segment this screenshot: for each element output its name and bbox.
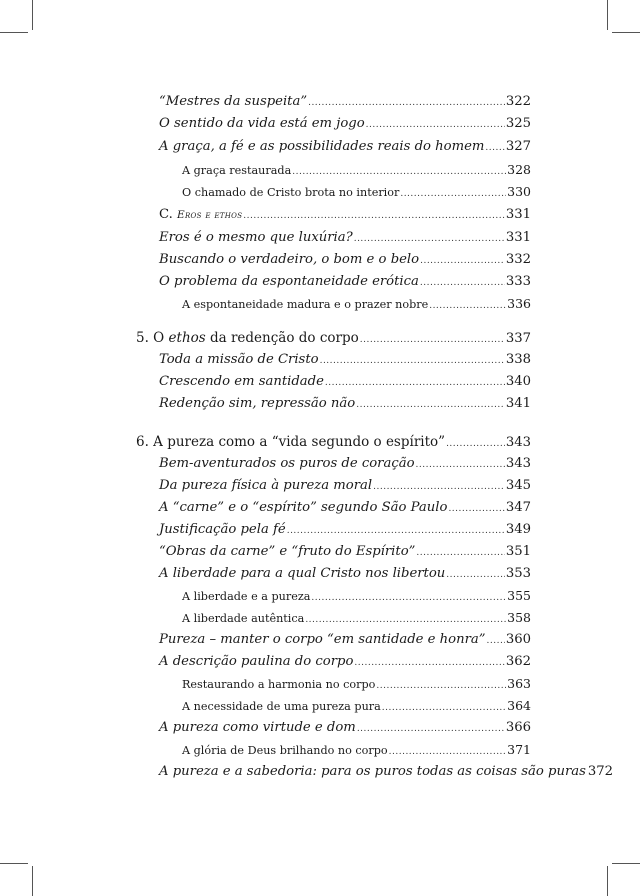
- toc-entry-title: Da pureza física à pureza moral: [159, 478, 373, 493]
- toc-entry-page: 358: [507, 610, 531, 625]
- dot-leader: [416, 548, 504, 558]
- toc-entry-title: O problema da espontaneidade erótica: [159, 274, 419, 289]
- toc-entry-page: 360: [505, 632, 531, 647]
- toc-entry-title: Eros é o mesmo que luxúria?: [159, 230, 353, 245]
- toc-entry-page: 325: [505, 116, 531, 131]
- toc-entry-page: 372: [587, 764, 614, 779]
- toc-entry: [159, 396, 531, 416]
- toc-entry-page: 327: [505, 139, 531, 154]
- toc-entry-title: C. Eros e ethos: [159, 207, 243, 222]
- toc-entry: [159, 522, 531, 542]
- dot-leader: [311, 593, 506, 603]
- toc-entry: [159, 374, 531, 394]
- toc-entry: [159, 456, 531, 476]
- toc-entry: [159, 544, 531, 564]
- dot-leader: [243, 211, 505, 221]
- toc-entry-title: Redenção sim, repressão não: [159, 396, 356, 411]
- toc-entry-page: 331: [505, 207, 531, 222]
- toc-entry-title: A glória de Deus brilhando no corpo: [182, 744, 388, 757]
- toc-entry-title: A liberdade e a pureza: [182, 590, 311, 603]
- dot-leader: [360, 335, 505, 345]
- toc-entry-page: 341: [505, 396, 531, 411]
- toc-entry-page: 349: [505, 522, 531, 537]
- toc-entry: [159, 116, 531, 136]
- toc-entry-page: 362: [505, 654, 531, 669]
- toc-entry-page: 340: [505, 374, 531, 389]
- dot-leader: [420, 256, 505, 266]
- toc-entry: [159, 139, 531, 159]
- dot-leader: [373, 482, 505, 492]
- toc-entry: [159, 478, 531, 498]
- dot-leader: [305, 615, 506, 625]
- toc-entry-page: 371: [507, 742, 531, 757]
- dot-leader: [356, 400, 505, 410]
- toc-entry-title: A necessidade de uma pureza pura: [182, 700, 381, 713]
- toc-entry: [182, 676, 531, 696]
- toc-entry-title: Pureza – manter o corpo “em santidade e honra”: [159, 632, 486, 647]
- toc-entry-title: Toda a missão de Cristo: [159, 352, 319, 367]
- toc-entry-title: 5. O ethos da redenção do corpo: [136, 330, 359, 346]
- dot-leader: [400, 189, 506, 199]
- toc-entry-title: A pureza como virtude e dom: [159, 720, 356, 735]
- dot-leader: [320, 356, 505, 366]
- dot-leader: [354, 234, 505, 244]
- toc-entry-page: 332: [505, 252, 531, 267]
- dot-leader: [287, 526, 505, 536]
- toc-entry: [159, 207, 531, 227]
- toc-entry: [182, 698, 531, 718]
- toc-entry-page: 322: [505, 94, 531, 109]
- toc-entry-page: 355: [507, 588, 531, 603]
- toc-entry-title: A pureza e a sabedoria: para os puros todas as coisas são puras: [159, 764, 586, 779]
- toc-entry-title: Restaurando a harmonia no corpo: [182, 678, 376, 691]
- toc-entry-title: Justificação pela fé: [159, 522, 286, 537]
- toc-entry-title: “Obras da carne” e “fruto do Espírito”: [159, 544, 416, 559]
- toc-entry-title: 6. A pureza como a “vida segundo o espírito”: [136, 434, 446, 450]
- toc-entry: [159, 252, 531, 272]
- toc-entry-page: 364: [507, 698, 531, 713]
- toc-entry: [182, 184, 531, 204]
- toc-entry-page: 328: [507, 162, 531, 177]
- dot-leader: [292, 167, 506, 177]
- toc-entry-page: 343: [505, 435, 531, 450]
- toc-entry-title: A “carne” e o “espírito” segundo São Paulo: [159, 500, 448, 515]
- toc-entry: [159, 500, 531, 520]
- dot-leader: [485, 143, 504, 153]
- toc-entry-title: A graça, a fé e as possibilidades reais do homem: [159, 139, 485, 154]
- toc-entry-title: Buscando o verdadeiro, o bom e o belo: [159, 252, 420, 267]
- toc-entry: [159, 764, 614, 784]
- toc-entry-title: “Mestres da suspeita”: [159, 94, 308, 109]
- toc-entry: [159, 274, 531, 294]
- toc-entry-title: O chamado de Cristo brota no interior: [182, 186, 400, 199]
- toc-entry: [159, 352, 531, 372]
- dot-leader: [308, 98, 505, 108]
- toc-entry: [159, 566, 531, 586]
- dot-leader: [366, 120, 505, 130]
- toc-entry-page: 366: [505, 720, 531, 735]
- toc-entry-title: O sentido da vida está em jogo: [159, 116, 365, 131]
- toc-entry-title: A liberdade autêntica: [182, 612, 305, 625]
- toc-entry: [136, 434, 531, 454]
- dot-leader: [382, 703, 506, 713]
- toc-entry-page: 347: [505, 500, 531, 515]
- toc-entry-page: 331: [505, 230, 531, 245]
- toc-entry-page: 336: [507, 296, 531, 311]
- toc-entry-title: A liberdade para a qual Cristo nos libertou: [159, 566, 446, 581]
- toc-entry: [182, 296, 531, 316]
- dot-leader: [420, 278, 505, 288]
- dot-leader: [357, 724, 505, 734]
- toc-entry: [182, 162, 531, 182]
- toc-entry: [159, 230, 531, 250]
- dot-leader: [354, 658, 504, 668]
- toc-entry-page: 330: [507, 184, 531, 199]
- dot-leader: [429, 301, 506, 311]
- dot-leader: [446, 570, 505, 580]
- dot-leader: [376, 681, 506, 691]
- dot-leader: [448, 504, 504, 514]
- toc-entry-page: 345: [505, 478, 531, 493]
- toc-entry: [182, 742, 531, 762]
- toc-entry-page: 363: [507, 676, 531, 691]
- toc-entry-page: 333: [505, 274, 531, 289]
- dot-leader: [446, 439, 505, 449]
- dot-leader: [389, 747, 507, 757]
- dot-leader: [325, 378, 505, 388]
- toc-entry-title: A descrição paulina do corpo: [159, 654, 354, 669]
- toc-entry-page: 338: [505, 352, 531, 367]
- toc-entry-page: 337: [505, 331, 531, 346]
- dot-leader: [487, 636, 505, 646]
- toc-entry: [182, 588, 531, 608]
- toc-entry-page: 351: [505, 544, 531, 559]
- toc-entry-title: A espontaneidade madura e o prazer nobre: [182, 298, 429, 311]
- toc-entry-title: Bem-aventurados os puros de coração: [159, 456, 415, 471]
- toc-entry: [159, 632, 531, 652]
- toc-entry-page: 343: [505, 456, 531, 471]
- toc-entry: [159, 654, 531, 674]
- toc-entry: [136, 330, 531, 350]
- toc-entry: [159, 94, 531, 114]
- toc-entry-title: A graça restaurada: [182, 164, 292, 177]
- toc-entry: [159, 720, 531, 740]
- toc-entry-page: 353: [505, 566, 531, 581]
- dot-leader: [416, 460, 505, 470]
- toc-entry-title: Crescendo em santidade: [159, 374, 324, 389]
- toc-entry: [182, 610, 531, 630]
